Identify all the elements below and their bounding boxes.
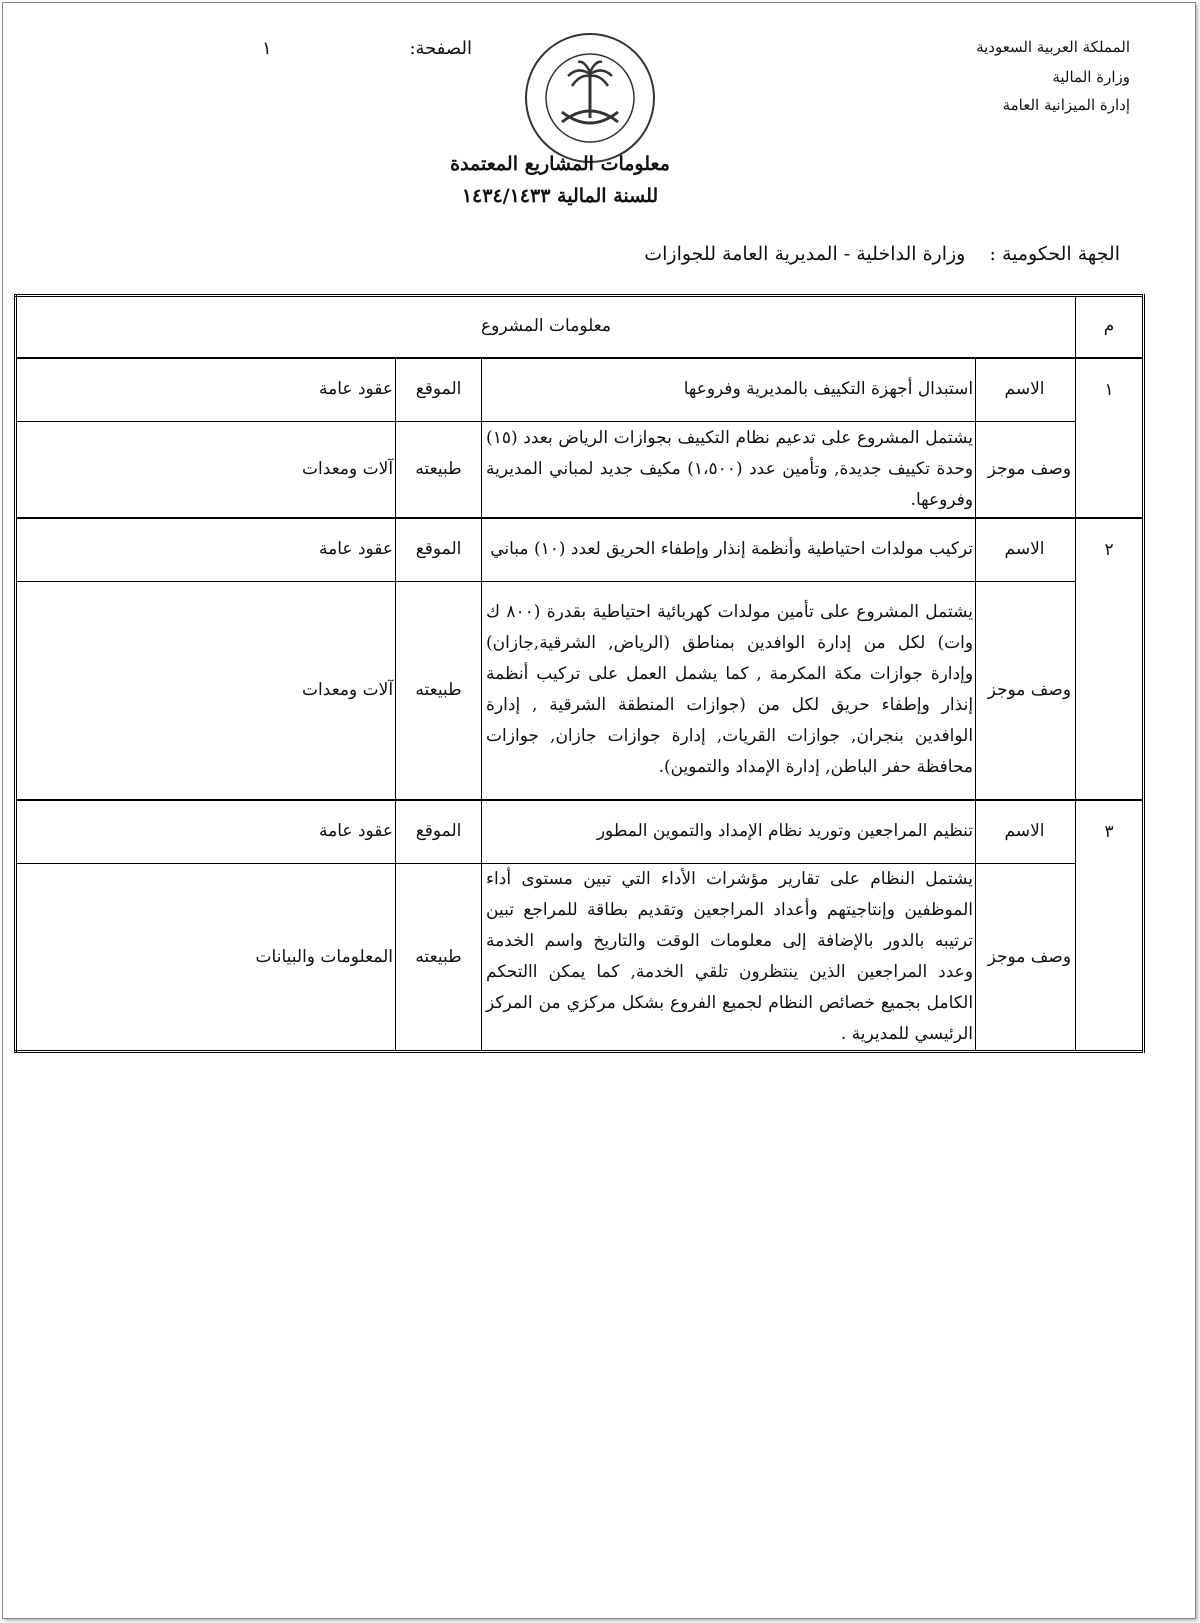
project-number: ١ (1076, 358, 1144, 518)
project-nature: آلات ومعدات (16, 422, 396, 518)
header-project-info: معلومات المشروع (16, 296, 1076, 358)
project-location: عقود عامة (16, 358, 396, 422)
project-name: استبدال أجهزة التكييف بالمديرية وفروعها (482, 358, 976, 422)
gov-entity-line (644, 243, 1120, 265)
desc-label: وصف موجز (976, 422, 1076, 518)
page-number: ١ (262, 38, 272, 59)
desc-label: وصف موجز (976, 582, 1076, 800)
name-label: الاسم (976, 358, 1076, 422)
name-label: الاسم (976, 800, 1076, 864)
table-header-row (16, 296, 1144, 358)
desc-label: وصف موجز (976, 864, 1076, 1052)
table-row (16, 864, 1144, 1052)
doc-title-line1: معلومات المشاريع المعتمدة (450, 153, 670, 175)
doc-title-line2: للسنة المالية ١٤٣٤/١٤٣٣ (461, 185, 659, 207)
project-description: يشتمل النظام على تقارير مؤشرات الأداء التي تبين مستوى أداء الموظفين وإنتاجيتهم وأعداد المراجعين وتقديم بطاقة للمراجع تبين ترتيبه بالدور بالإضافة إلى معلومات الوقت والتاريخ واسم الخدمة وعدد المراجعين الذين ينتظرون تلقي الخدمة, كما يمكن االتحكم الكامل بجميع خصائص النظام لجميع الفروع بشكل مركزي من المركز الرئيسي للمديرية . (482, 864, 976, 1052)
nature-label: طبيعته (396, 582, 482, 800)
page-label: الصفحة: (409, 38, 472, 59)
project-nature: آلات ومعدات (16, 582, 396, 800)
nature-label: طبيعته (396, 422, 482, 518)
project-name: تركيب مولدات احتياطية وأنظمة إنذار وإطفاء الحريق لعدد (١٠) مباني (482, 518, 976, 582)
project-number: ٢ (1076, 518, 1144, 800)
table-row (16, 582, 1144, 800)
project-description: يشتمل المشروع على تأمين مولدات كهربائية احتياطية بقدرة (٨٠٠ ك وات) لكل من إدارة الوافدين بمناطق (الرياض, الشرقية,جازان) وإدارة جوازات مكة المكرمة , كما يشمل العمل على تركيب أنظمة إنذار وإطفاء حريق لكل من (جوازات المنطقة الشرقية , إدارة الوافدين بنجران, جوازات القريات, إدارة جوازات جازان, جوازات محافظة حفر الباطن, إدارة الإمداد والتموين). (482, 582, 976, 800)
project-nature: المعلومات والبيانات (16, 864, 396, 1052)
project-location: عقود عامة (16, 800, 396, 864)
location-label: الموقع (396, 518, 482, 582)
table-row (16, 800, 1144, 864)
project-name: تنظيم المراجعين وتوريد نظام الإمداد والتموين المطور (482, 800, 976, 864)
header-num: م (1076, 296, 1144, 358)
table-row (16, 518, 1144, 582)
project-number: ٣ (1076, 800, 1144, 1052)
location-label: الموقع (396, 358, 482, 422)
header-ministry: وزارة المالية (1052, 68, 1130, 86)
location-label: الموقع (396, 800, 482, 864)
gov-entity-value: وزارة الداخلية - المديرية العامة للجوازات (644, 243, 966, 265)
table-row (16, 422, 1144, 518)
projects-table (14, 294, 1145, 1053)
nature-label: طبيعته (396, 864, 482, 1052)
header-department: إدارة الميزانية العامة (1002, 96, 1130, 114)
project-location: عقود عامة (16, 518, 396, 582)
project-description: يشتمل المشروع على تدعيم نظام التكييف بجوازات الرياض بعدد (١٥) وحدة تكييف جديدة, وتأمين عدد (١،٥٠٠) مكيف جديد لمباني المديرية وفروعها. (482, 422, 976, 518)
ministry-of-finance-logo (522, 30, 658, 166)
table-row (16, 358, 1144, 422)
gov-entity-label: الجهة الحكومية : (989, 243, 1120, 265)
header-kingdom: المملكة العربية السعودية (976, 38, 1130, 56)
name-label: الاسم (976, 518, 1076, 582)
